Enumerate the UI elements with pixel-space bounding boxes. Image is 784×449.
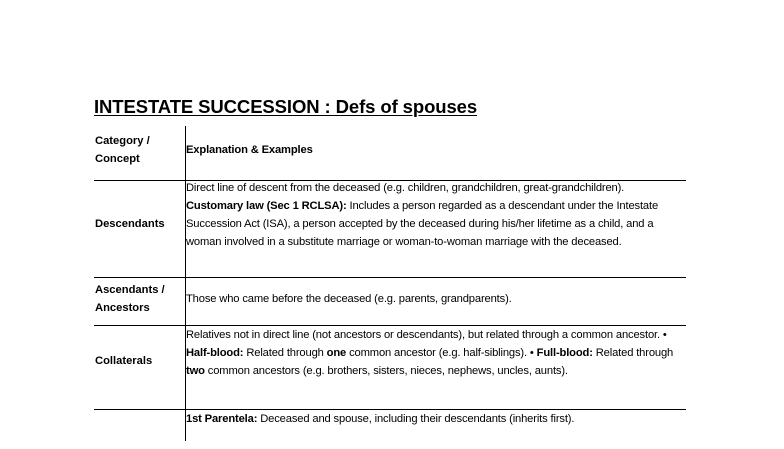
table-row — [94, 180, 686, 277]
row-explanation — [186, 291, 686, 309]
explanation-text: Relatives not in direct line (not ancestors or descendants), but related through a common ancestor. • — [186, 329, 667, 341]
explanation-text: Related through — [243, 346, 327, 359]
row-explanation — [186, 180, 686, 252]
table-row — [94, 277, 686, 325]
explanation-text: Direct line of descent from the deceased (e.g. children, grandchildren, great-grandchildren). — [186, 182, 625, 194]
explanation-text: common ancestor (e.g. half-siblings). • — [346, 346, 537, 359]
table-row — [94, 409, 686, 449]
page-title: INTESTATE SUCCESSION : Defs of spouses — [94, 96, 478, 117]
row-category: Collaterals — [95, 355, 153, 367]
explanation-bold: Full-blood: — [536, 346, 593, 359]
explanation-bold: two — [186, 364, 205, 377]
explanation-text: common ancestors (e.g. brothers, sisters, nieces, nephews, uncles, aunts). — [204, 364, 568, 377]
header-category: Category / Concept — [95, 135, 150, 165]
explanation-text: Those who came before the deceased (e.g. parents, grandparents). — [186, 293, 512, 305]
table-row — [94, 325, 686, 409]
explanation-text: Includes a person regarded as a descendant under the Intestate Succession Act (ISA), a person accepted by the deceased during his/her lifetime as a child, and a woman involved in a substitute marriage or woman-to-woman marriage with the deceased. — [186, 199, 659, 248]
row-category: Descendants — [95, 218, 165, 230]
row-category: Ascendants / Ancestors — [95, 284, 165, 314]
explanation-bold: 1st Parentela: — [186, 413, 258, 425]
explanation-bold: Half-blood: — [186, 346, 244, 359]
explanation-bold: Customary law (Sec 1 RCLSA): — [186, 199, 347, 212]
table-header-row — [94, 126, 686, 180]
explanation-bold: one — [326, 346, 347, 359]
header-explanation: Explanation & Examples — [186, 144, 313, 156]
explanation-text: Deceased and spouse, including their descendants (inherits first). — [257, 413, 575, 425]
row-explanation — [186, 327, 686, 381]
explanation-text: Related through — [592, 346, 674, 359]
row-explanation — [186, 411, 686, 429]
